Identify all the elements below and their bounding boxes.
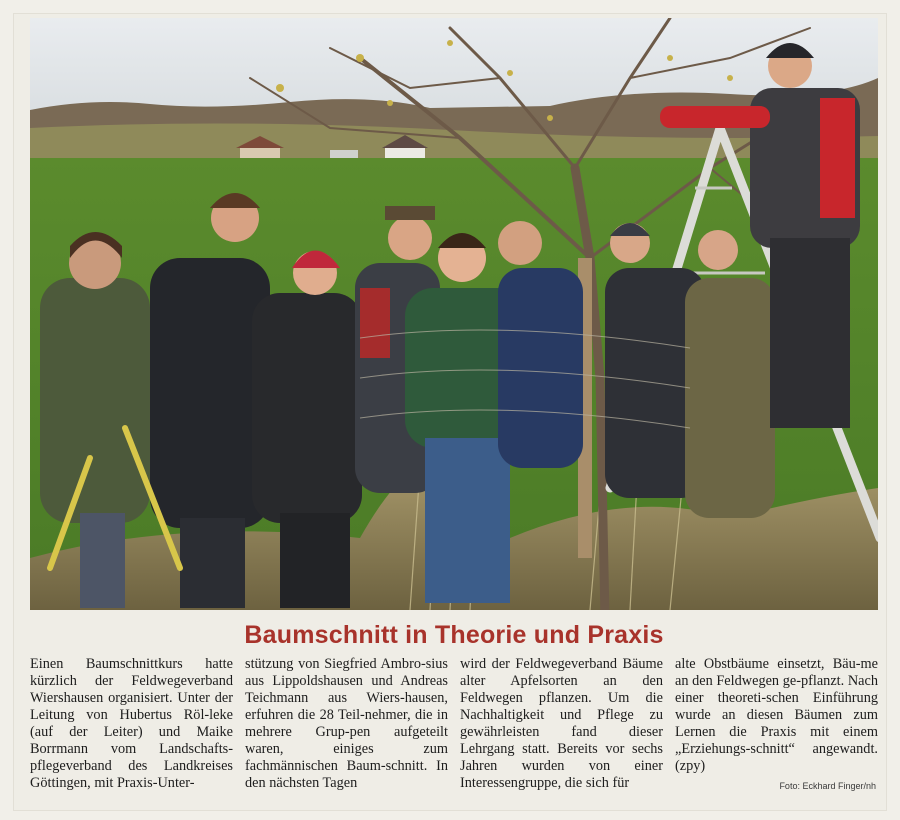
article-body	[30, 656, 878, 802]
article-column-2: stützung von Siegfried Ambro-sius aus Lippoldshausen und Andreas Teichmann aus Wiers-hausen, erfuhren die 28 Teil-nehmer, die in mehrere Grup-pen aufgeteilt waren, einiges zum fachmännischen Baum-schnitt. In den nächsten Tagen	[245, 656, 448, 791]
group-photo	[30, 18, 878, 610]
article-column-1: Einen Baumschnittkurs hatte kürzlich der Feldwegeverband Wiershausen organisiert. Unter der Leitung von Hubertus Röl-leke (auf der Leiter) und Maike Borrmann vom Landschafts-pflegeverband des Landkreises Göttingen, mit Praxis-Unter-	[30, 656, 233, 791]
photo-credit: Foto: Eckhard Finger/nh	[779, 781, 876, 791]
photo-illustration	[30, 18, 878, 610]
article-headline: Baumschnitt in Theorie und Praxis	[244, 621, 664, 649]
article-column-3: wird der Feldwegeverband Bäume alter Apfelsorten an den Feldwegen pflanzen. Um die Nachhaltigkeit und Pflege zu gewährleisten fand dieser Lehrgang statt. Bereits vor sechs Jahren wurden von einer Interessengruppe, die sich für	[460, 656, 663, 791]
article-column-4: alte Obstbäume einsetzt, Bäu-me an den Feldwegen ge-pflanzt. Nach einer theoreti-schen Einführung wurde an diesen Bäumen zum Lernen die Praxis mit einem „Erziehungs-schnitt“ angewandt. (zpy)	[675, 656, 878, 774]
